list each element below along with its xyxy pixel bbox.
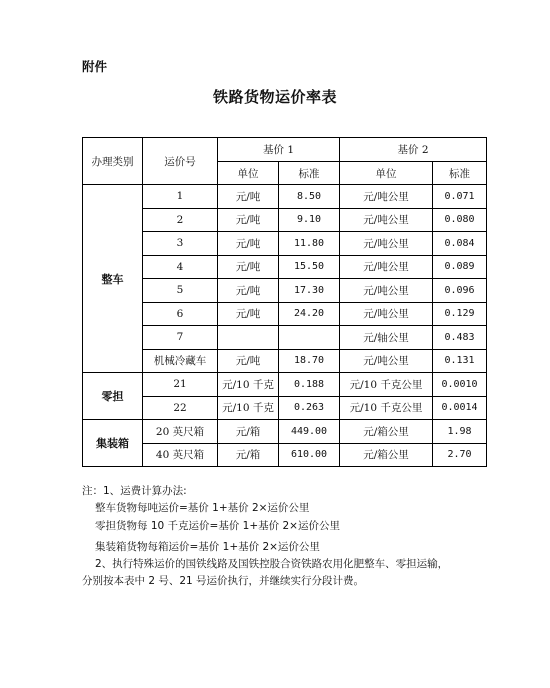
header-base2: 基价 2 (340, 138, 487, 162)
base2-unit-cell: 元/吨公里 (340, 302, 433, 326)
base1-unit-cell (218, 326, 279, 350)
table-row (83, 255, 487, 279)
rate-no-cell: 40 英尺箱 (143, 443, 218, 467)
base1-unit-cell: 元/吨 (218, 349, 279, 373)
note-line: 集装箱货物每箱运价=基价 1+基价 2×运价公里 (95, 541, 320, 553)
rate-no-cell: 4 (143, 255, 218, 279)
header-base1: 基价 1 (218, 138, 340, 162)
base2-unit-cell: 元/吨公里 (340, 208, 433, 232)
base1-unit-cell: 元/10 千克 (218, 373, 279, 397)
header-base1-unit: 单位 (218, 162, 279, 185)
base1-unit-cell: 元/吨 (218, 255, 279, 279)
table-row (83, 208, 487, 232)
header-base2-standard: 标准 (433, 162, 487, 185)
base1-unit-cell: 元/箱 (218, 420, 279, 444)
base2-standard-cell: 1.98 (433, 420, 487, 444)
table-row (83, 302, 487, 326)
rate-no-cell: 1 (143, 185, 218, 209)
table-row (83, 349, 487, 373)
note-line: 零担货物每 10 千克运价=基价 1+基价 2×运价公里 (95, 520, 340, 532)
base1-unit-cell: 元/吨 (218, 232, 279, 256)
base1-standard-cell: 0.188 (279, 373, 340, 397)
base2-unit-cell: 元/箱公里 (340, 443, 433, 467)
base1-unit-cell: 元/箱 (218, 443, 279, 467)
attachment-label: 附件 (82, 59, 108, 74)
table-row (83, 279, 487, 303)
note-line: 2、执行特殊运价的国铁线路及国铁控股合资铁路农用化肥整车、零担运输， (95, 558, 449, 570)
document-title: 铁路货物运价率表 (212, 88, 337, 106)
base2-standard-cell: 0.131 (433, 349, 487, 373)
category-cell: 集装箱 (83, 420, 143, 467)
category-cell: 整车 (83, 185, 143, 373)
header-category: 办理类别 (83, 138, 143, 185)
base2-unit-cell: 元/吨公里 (340, 185, 433, 209)
note-line: 整车货物每吨运价=基价 1+基价 2×运价公里 (95, 502, 310, 514)
base1-unit-cell: 元/吨 (218, 208, 279, 232)
base1-standard-cell: 15.50 (279, 255, 340, 279)
base2-unit-cell: 元/箱公里 (340, 420, 433, 444)
base2-unit-cell: 元/吨公里 (340, 255, 433, 279)
table-row (83, 420, 487, 444)
base2-standard-cell: 0.071 (433, 185, 487, 209)
rate-no-cell: 机械冷藏车 (143, 349, 218, 373)
base2-standard-cell: 0.483 (433, 326, 487, 350)
base1-unit-cell: 元/吨 (218, 302, 279, 326)
rate-no-cell: 3 (143, 232, 218, 256)
base2-unit-cell: 元/轴公里 (340, 326, 433, 350)
rate-no-cell: 6 (143, 302, 218, 326)
base2-standard-cell: 0.084 (433, 232, 487, 256)
base1-standard-cell: 8.50 (279, 185, 340, 209)
base2-unit-cell: 元/10 千克公里 (340, 396, 433, 420)
base1-standard-cell: 24.20 (279, 302, 340, 326)
note-line: 注：1、运费计算办法: (82, 485, 187, 497)
header-base2-unit: 单位 (340, 162, 433, 185)
base2-unit-cell: 元/10 千克公里 (340, 373, 433, 397)
category-cell: 零担 (83, 373, 143, 420)
rate-no-cell: 5 (143, 279, 218, 303)
table-row (83, 443, 487, 467)
base1-unit-cell: 元/吨 (218, 279, 279, 303)
base2-standard-cell: 0.089 (433, 255, 487, 279)
rate-no-cell: 7 (143, 326, 218, 350)
base2-unit-cell: 元/吨公里 (340, 232, 433, 256)
rate-no-cell: 21 (143, 373, 218, 397)
header-base1-standard: 标准 (279, 162, 340, 185)
freight-rate-table (82, 137, 487, 467)
table-row (83, 373, 487, 397)
table-row (83, 185, 487, 209)
table-row (83, 326, 487, 350)
base1-standard-cell: 0.263 (279, 396, 340, 420)
base2-standard-cell: 0.0010 (433, 373, 487, 397)
base1-unit-cell: 元/吨 (218, 185, 279, 209)
rate-no-cell: 22 (143, 396, 218, 420)
base1-standard-cell: 449.00 (279, 420, 340, 444)
base1-standard-cell: 17.30 (279, 279, 340, 303)
base2-standard-cell: 0.0014 (433, 396, 487, 420)
table-row (83, 396, 487, 420)
base2-standard-cell: 0.080 (433, 208, 487, 232)
base1-standard-cell: 11.80 (279, 232, 340, 256)
base1-standard-cell (279, 326, 340, 350)
base1-standard-cell: 610.00 (279, 443, 340, 467)
base1-standard-cell: 9.10 (279, 208, 340, 232)
rate-no-cell: 2 (143, 208, 218, 232)
rate-no-cell: 20 英尺箱 (143, 420, 218, 444)
base2-standard-cell: 2.70 (433, 443, 487, 467)
base2-standard-cell: 0.096 (433, 279, 487, 303)
note-line: 分别按本表中 2 号、21 号运价执行，并继续实行分段计费。 (82, 575, 365, 587)
base2-unit-cell: 元/吨公里 (340, 279, 433, 303)
table-row (83, 232, 487, 256)
base1-unit-cell: 元/10 千克 (218, 396, 279, 420)
header-rate-no: 运价号 (143, 138, 218, 185)
base1-standard-cell: 18.70 (279, 349, 340, 373)
base2-unit-cell: 元/吨公里 (340, 349, 433, 373)
base2-standard-cell: 0.129 (433, 302, 487, 326)
